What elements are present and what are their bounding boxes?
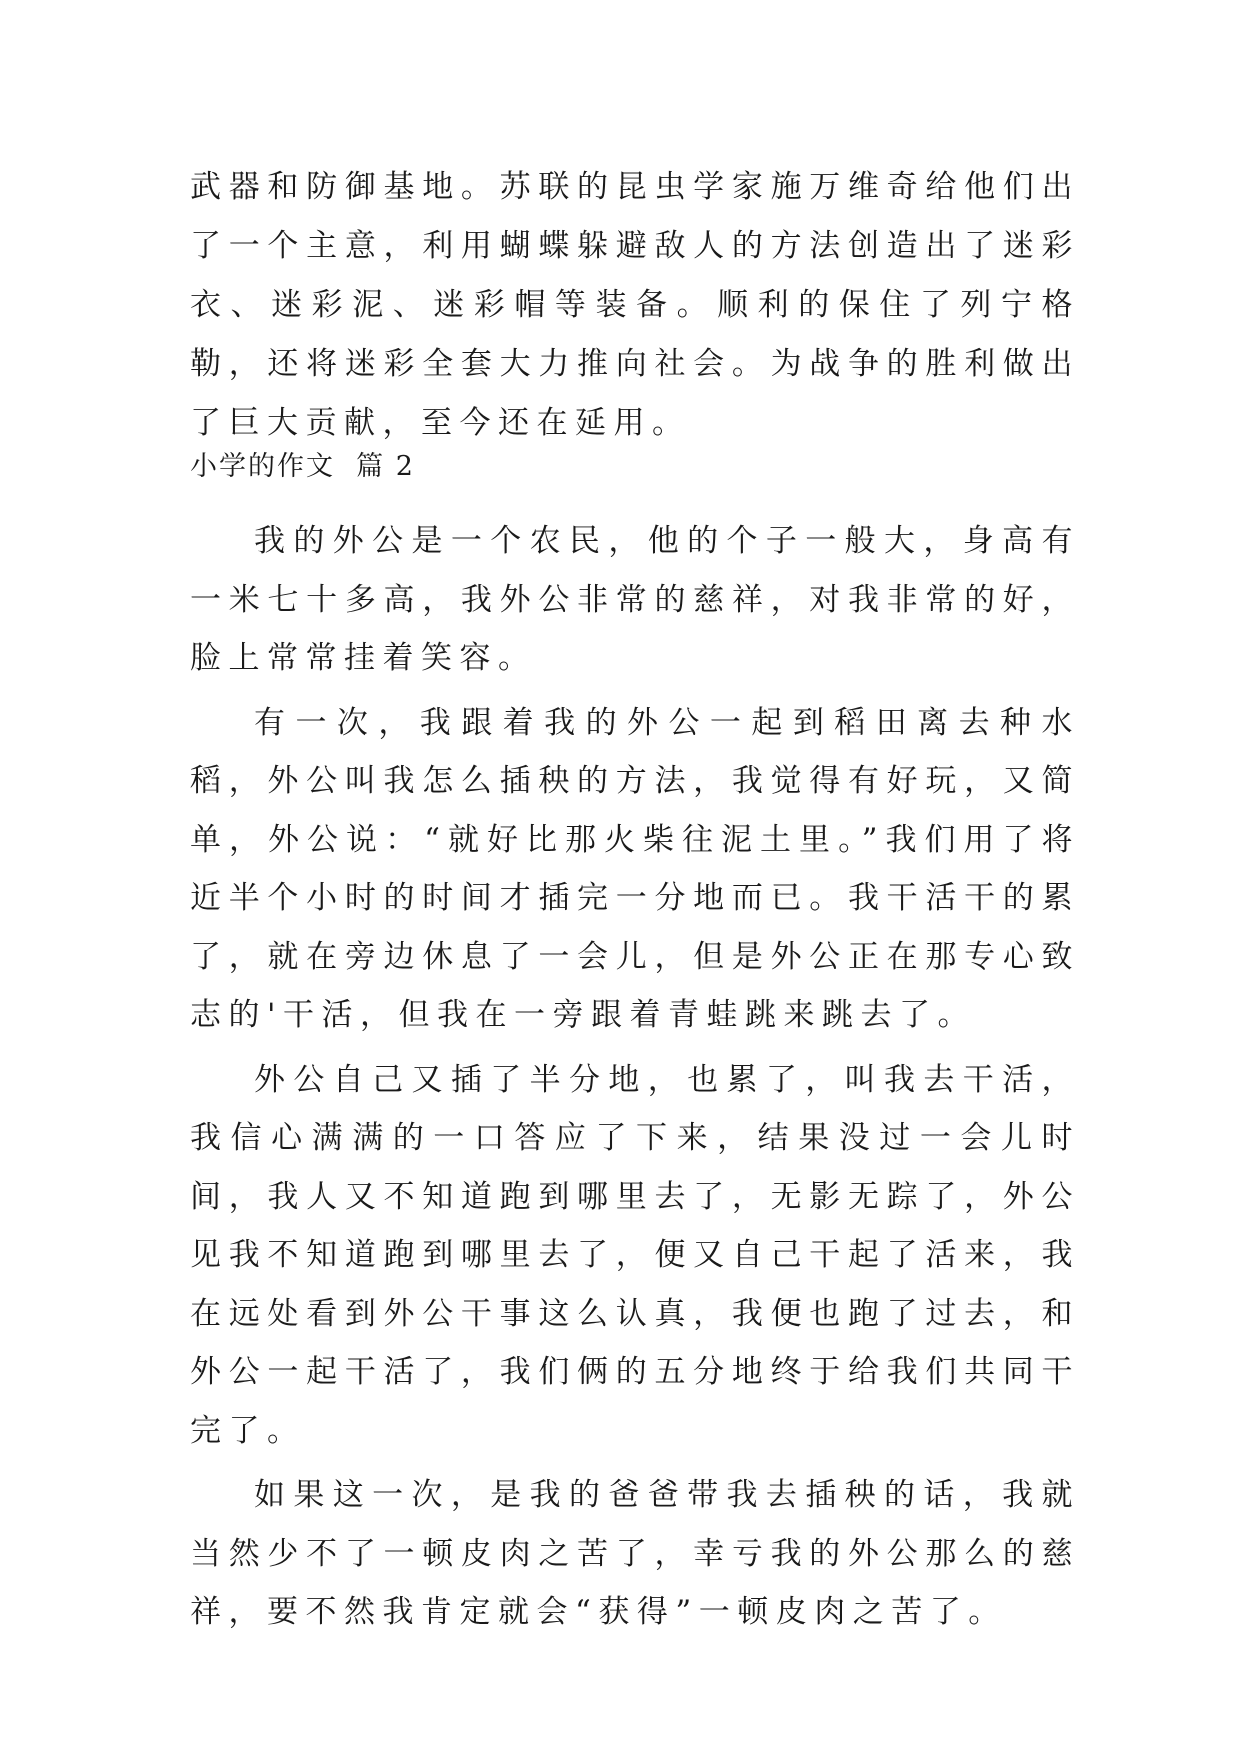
paragraph: 如果这一次，是我的爸爸带我去插秧的话，我就当然少不了一顿皮肉之苦了，幸亏我的外公那么的慈祥，要不然我肯定就会“获得”一顿皮肉之苦了。 bbox=[190, 1477, 1080, 1630]
paragraph: 有一次，我跟着我的外公一起到稻田离去种水稻，外公叫我怎么插秧的方法，我觉得有好玩，又简单，外公说：“就好比那火柴往泥土里。”我们用了将近半个小时的时间才插完一分地而已。我干活干的累了，就在旁边休息了一会儿，但是外公正在那专心致志的'干活，但我在一旁跟着青蛙跳来跳去了。 bbox=[190, 704, 1080, 1033]
paragraph: 外公自己又插了半分地，也累了，叫我去干活，我信心满满的一口答应了下来，结果没过一会儿时间，我人又不知道跑到哪里去了，无影无踪了，外公见我不知道跑到哪里去了，便又自己干起了活来，我在远处看到外公干事这么认真，我便也跑了过去，和外公一起干活了，我们俩的五分地终于给我们共同干完了。 bbox=[190, 1061, 1080, 1449]
paragraph: 我的外公是一个农民，他的个子一般大，身高有一米七十多高，我外公非常的慈祥，对我非常的好，脸上常常挂着笑容。 bbox=[190, 523, 1080, 676]
continuation-paragraph: 武器和防御基地。苏联的昆虫学家施万维奇给他们出了一个主意，利用蝴蝶躲避敌人的方法创造出了迷彩衣、迷彩泥、迷彩帽等装备。顺利的保住了列宁格勒，还将迷彩全套大力推向社会。为战争的胜利做出了巨大贡献，至今还在延用。 bbox=[190, 169, 1080, 441]
essay-heading: 小学的作文 篇 2 bbox=[190, 451, 415, 482]
essay-body bbox=[190, 512, 1080, 1648]
